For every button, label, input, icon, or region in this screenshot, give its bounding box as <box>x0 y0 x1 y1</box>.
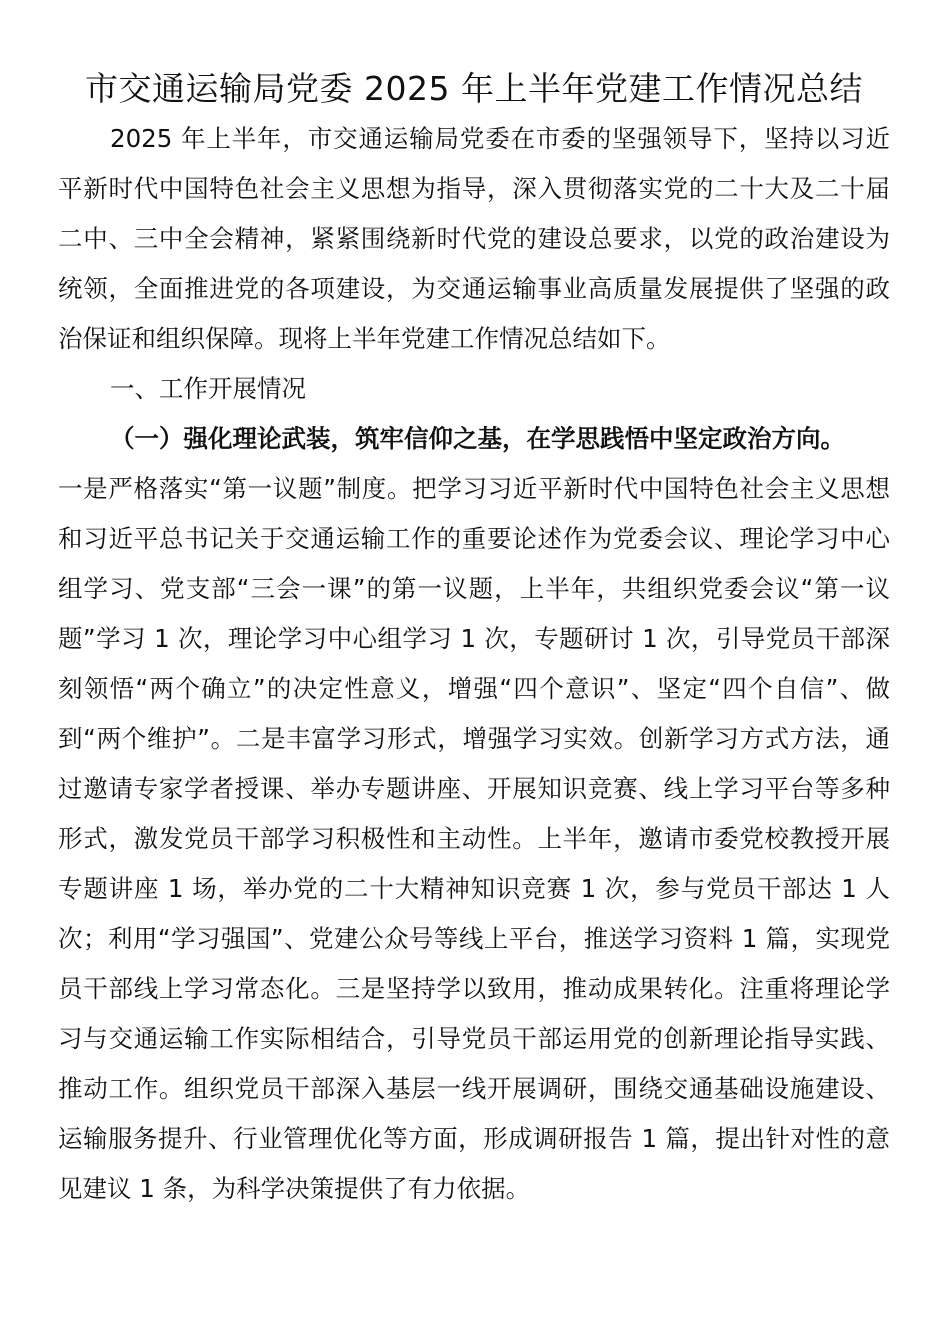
subsection-heading: （一）强化理论武装，筑牢信仰之基，在学思践悟中坚定政治方向。 <box>110 424 845 453</box>
document-page <box>58 64 890 1214</box>
intro-paragraph: 2025 年上半年，市交通运输局党委在市委的坚强领导下，坚持以习近平新时代中国特色社会主义思想为指导，深入贯彻落实党的二十大及二十届二中、三中全会精神，紧紧围绕新时代党的建设总要求，以党的政治建设为统领，全面推进党的各项建设，为交通运输事业高质量发展提供了坚强的政治保证和组织保障。现将上半年党建工作情况总结如下。 <box>58 124 890 353</box>
body-paragraph: 一是严格落实“第一议题”制度。把学习习近平新时代中国特色社会主义思想和习近平总书记关于交通运输工作的重要论述作为党委会议、理论学习中心组学习、党支部“三会一课”的第一议题，上半年，共组织党委会议“第一议题”学习 1 次，理论学习中心组学习 1 次，专题研讨 1 次，引导党员干部深刻领悟“两个确立”的决定性意义，增强“四个意识”、坚定“四个自信”、做到“两个维护”。二是丰富学习形式，增强学习实效。创新学习方式方法，通过邀请专家学者授课、举办专题讲座、开展知识竞赛、线上学习平台等多种形式，激发党员干部学习积极性和主动性。上半年，邀请市委党校教授开展专题讲座 1 场，举办党的二十大精神知识竞赛 1 次，参与党员干部达 1 人次；利用“学习强国”、党建公众号等线上平台，推送学习资料 1 篇，实现党员干部线上学习常态化。三是坚持学以致用，推动成果转化。注重将理论学习与交通运输工作实际相结合，引导党员干部运用党的创新理论指导实践、推动工作。组织党员干部深入基层一线开展调研，围绕交通基础设施建设、运输服务提升、行业管理优化等方面，形成调研报告 1 篇，提出针对性的意见建议 1 条，为科学决策提供了有力依据。 <box>58 474 890 1203</box>
section-heading: 一、工作开展情况 <box>110 374 306 403</box>
document-title: 市交通运输局党委 2025 年上半年党建工作情况总结 <box>85 69 863 108</box>
